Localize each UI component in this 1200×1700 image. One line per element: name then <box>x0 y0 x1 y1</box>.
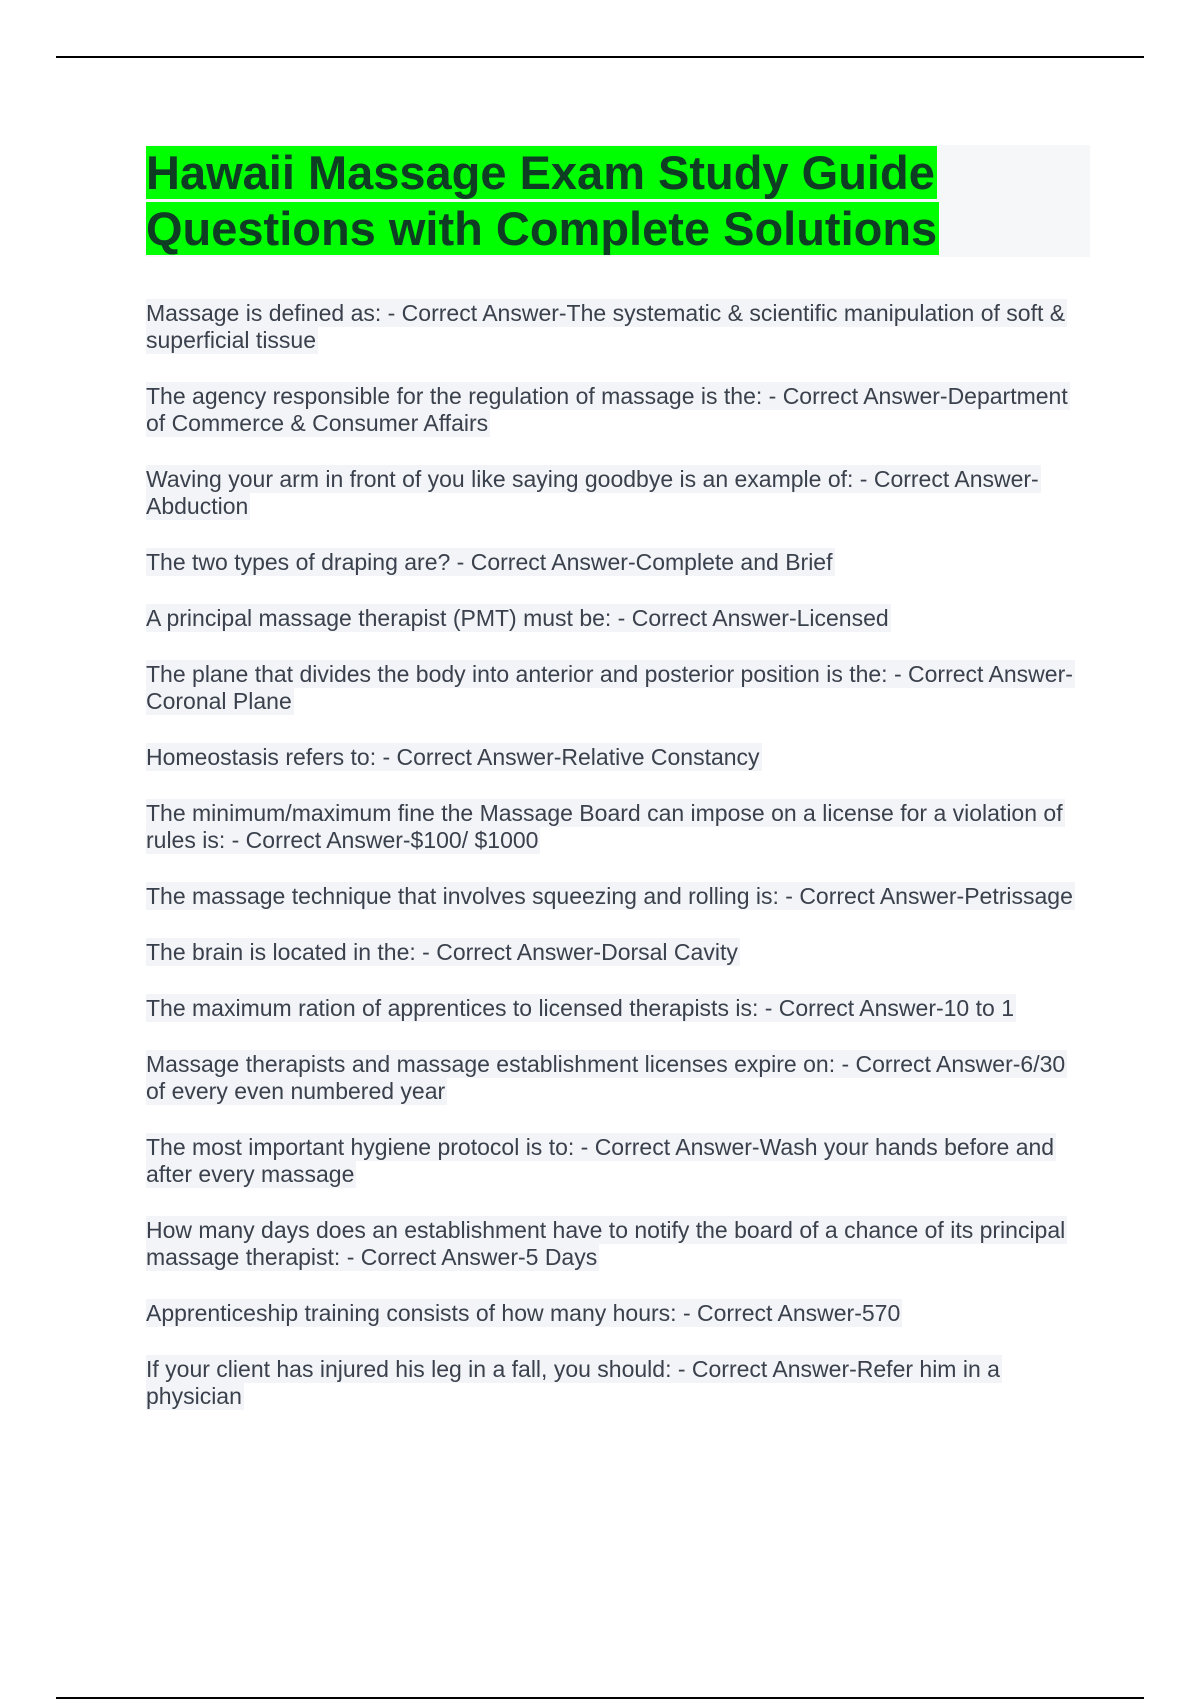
top-rule <box>56 56 1144 58</box>
qa-item: The brain is located in the: - Correct Answer-Dorsal Cavity <box>146 939 738 965</box>
title-block <box>146 145 1090 257</box>
qa-item: Massage therapists and massage establishment licenses expire on: - Correct Answer-6/30 of every even numbered year <box>146 1051 1066 1104</box>
bottom-rule <box>56 1697 1144 1699</box>
qa-item: Massage is defined as: - Correct Answer-The systematic & scientific manipulation of soft & superficial tissue <box>146 300 1066 353</box>
qa-item: The two types of draping are? - Correct Answer-Complete and Brief <box>146 549 833 575</box>
qa-item: The maximum ration of apprentices to licensed therapists is: - Correct Answer-10 to 1 <box>146 995 1014 1021</box>
page-title <box>146 145 966 257</box>
qa-item: How many days does an establishment have to notify the board of a chance of its principal massage therapist: - Correct Answer-5 Days <box>146 1217 1066 1270</box>
page-title-text: Hawaii Massage Exam Study Guide Questions with Complete Solutions <box>146 146 938 255</box>
qa-item: The plane that divides the body into anterior and posterior position is the: - Correct Answer-Coronal Plane <box>146 661 1073 714</box>
qa-item: Homeostasis refers to: - Correct Answer-Relative Constancy <box>146 744 760 770</box>
qa-item: A principal massage therapist (PMT) must be: - Correct Answer-Licensed <box>146 605 889 631</box>
qa-item: The minimum/maximum fine the Massage Board can impose on a license for a violation of rules is: - Correct Answer-$100/ $1000 <box>146 800 1063 853</box>
qa-item: Waving your arm in front of you like saying goodbye is an example of: - Correct Answer-Abduction <box>146 466 1039 519</box>
qa-item: The most important hygiene protocol is to: - Correct Answer-Wash your hands before and after every massage <box>146 1134 1055 1187</box>
qa-item: The agency responsible for the regulation of massage is the: - Correct Answer-Department of Commerce & Consumer Affairs <box>146 383 1068 436</box>
qa-list <box>146 300 1090 1439</box>
qa-item: Apprenticeship training consists of how many hours: - Correct Answer-570 <box>146 1300 901 1326</box>
qa-item: The massage technique that involves squeezing and rolling is: - Correct Answer-Petrissage <box>146 883 1073 909</box>
qa-item: If your client has injured his leg in a fall, you should: - Correct Answer-Refer him in a physician <box>146 1356 1000 1409</box>
